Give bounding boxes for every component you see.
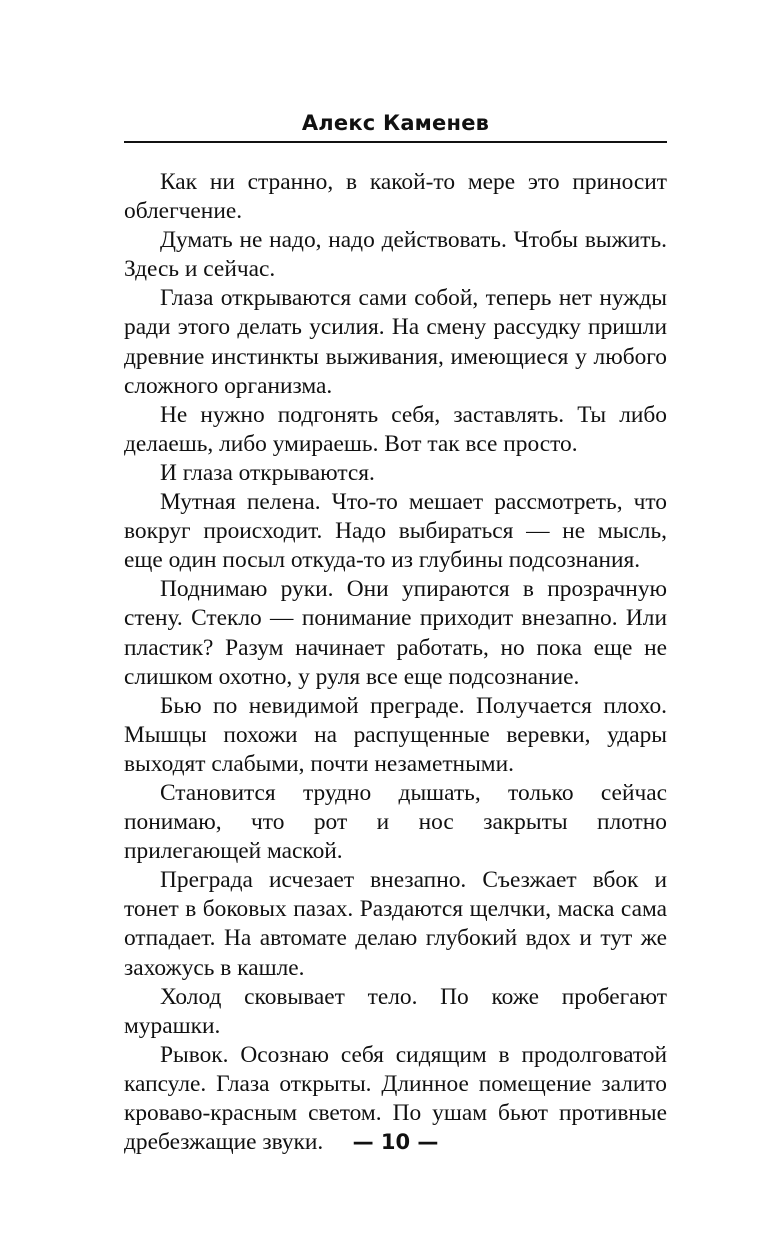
paragraph-4: Не нужно подгонять себя, заставлять. Ты либо делаешь, либо умираешь. Вот так все просто. [124, 401, 667, 457]
running-head-author: Алекс Каменев [301, 111, 490, 135]
paragraph-5: И глаза открываются. [160, 459, 375, 486]
paragraph-3: Глаза открываются сами собой, теперь нет нужды ради этого делать усилия. На смену рассудку пришли древние инстинкты выживания, имеющиеся у любого сложного организма. [124, 285, 667, 399]
body-text [124, 168, 667, 1157]
paragraph-12: Рывок. Осознаю себя сидящим в продолговатой капсуле. Глаза открыты. Длинное помещение залито кроваво-красным светом. По ушам бьют противные дребезжащие звуки. [124, 1041, 667, 1156]
paragraph-1: Как ни странно, в какой-то мере это приносит облегчение. [124, 169, 667, 225]
paragraph-2: Думать не надо, надо действовать. Чтобы выжить. Здесь и сейчас. [124, 227, 667, 283]
paragraph-10: Преграда исчезает внезапно. Съезжает вбок и тонет в боковых пазах. Раздаются щелчки, маска сама отпадает. На автомате делаю глубокий вдох и тут же захожусь в кашле. [124, 867, 667, 981]
paragraph-9: Становится трудно дышать, только сейчас понимаю, что рот и нос закрыты плотно прилегающей маской. [124, 779, 667, 865]
header-rule [124, 141, 667, 143]
paragraph-6: Мутная пелена. Что-то мешает рассмотреть, что вокруг происходит. Надо выбираться — не мысль, еще один посыл откуда-то из глубины подсознания. [124, 489, 667, 574]
page-number: — 10 — [352, 1130, 439, 1154]
paragraph-11: Холод сковывает тело. По коже пробегают мурашки. [124, 983, 667, 1039]
paragraph-8: Бью по невидимой преграде. Получается плохо. Мышцы похожи на распущенные веревки, удары выходят слабыми, почти незаметными. [124, 692, 667, 777]
paragraph-7: Поднимаю руки. Они упираются в прозрачную стену. Стекло — понимание приходит внезапно. Или пластик? Разум начинает работать, но пока еще не слишком охотно, у руля все еще подсознание. [124, 576, 667, 690]
